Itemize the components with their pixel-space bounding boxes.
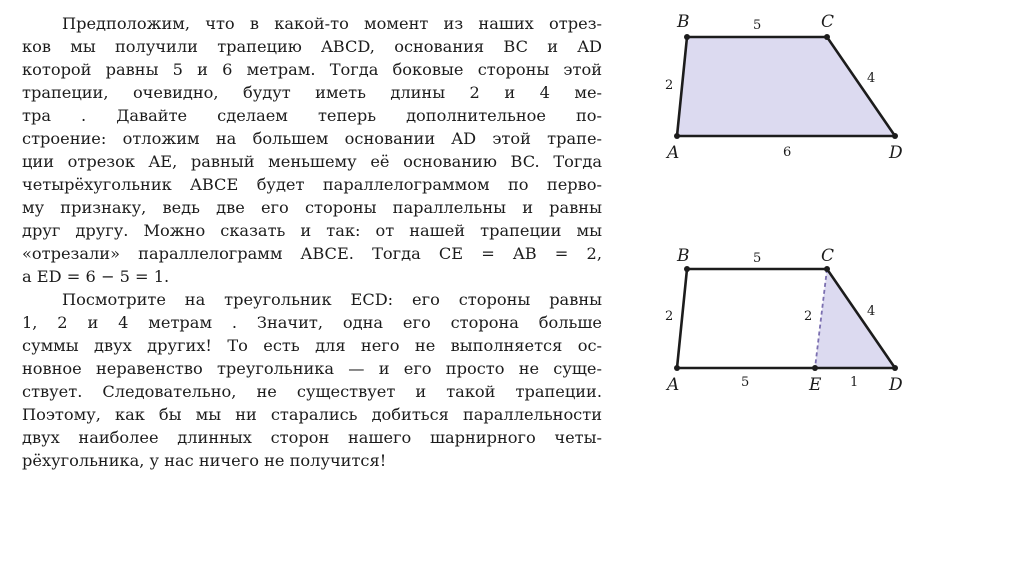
text-line: четырёхугольник ABCE будет параллелограммом по перво- — [22, 175, 602, 194]
vertex-label-c: C — [821, 12, 835, 32]
vertex-label-d: D — [889, 375, 903, 395]
text-line: тра . Давайте сделаем теперь дополнительное по- — [22, 106, 602, 125]
vertex-point — [674, 365, 680, 371]
side-label-ae: 5 — [741, 375, 750, 390]
triangle-ecd-fill — [815, 269, 895, 368]
vertex-point — [812, 365, 818, 371]
text-line: ков мы получили трапецию ABCD, основания BC и AD — [22, 37, 602, 56]
vertex-point — [892, 365, 898, 371]
text-line: которой равны 5 и 6 метрам. Тогда боковые стороны этой — [22, 60, 602, 79]
vertex-label-a: A — [667, 375, 680, 395]
trapezoid-cut-figure — [655, 240, 925, 400]
vertex-label-e: E — [809, 375, 822, 395]
text-line: 1, 2 и 4 метрам . Значит, одна его сторона больше — [22, 313, 602, 332]
vertex-point — [684, 266, 690, 272]
side-label-right: 4 — [867, 71, 876, 86]
vertex-point — [684, 34, 690, 40]
problem-text — [22, 12, 602, 472]
vertex-label-d: D — [889, 143, 903, 163]
vertex-point — [674, 133, 680, 139]
text-line: друг другу. Можно сказать и так: от нашей трапеции мы — [22, 221, 602, 240]
trapezoid-figure — [655, 8, 925, 168]
text-line: ции отрезок AE, равный меньшему её основанию BC. Тогда — [22, 152, 602, 171]
paragraph-1 — [22, 12, 602, 288]
text-line: му признаку, ведь две его стороны параллельны и равны — [22, 198, 602, 217]
trapezoid-fill — [677, 37, 895, 136]
vertex-point — [824, 266, 830, 272]
vertex-label-b: B — [677, 12, 690, 32]
text-line: Посмотрите на треугольник ECD: его стороны равны — [62, 290, 602, 309]
text-line: строение: отложим на большем основании AD этой трапе- — [22, 129, 602, 148]
side-label-left: 2 — [665, 309, 674, 324]
side-label-ed: 1 — [850, 375, 859, 390]
text-line: «отрезали» параллелограмм ABCE. Тогда CE = AB = 2, — [22, 244, 602, 263]
text-line: Предположим, что в какой-то момент из наших отрез- — [62, 14, 602, 33]
vertex-point — [824, 34, 830, 40]
text-line: двух наиболее длинных сторон нашего шарнирного четы- — [22, 428, 602, 447]
vertex-label-b: B — [677, 246, 690, 266]
side-label-top: 5 — [753, 251, 762, 266]
text-line: суммы двух других! То есть для него не выполняется ос- — [22, 336, 602, 355]
side-label-top: 5 — [753, 18, 762, 33]
vertex-label-a: A — [667, 143, 680, 163]
text-line: новное неравенство треугольника — и его просто не суще- — [22, 359, 602, 378]
vertex-label-c: C — [821, 246, 835, 266]
text-line: рёхугольника, у нас ничего не получится! — [22, 451, 387, 470]
vertex-point — [892, 133, 898, 139]
text-line: а ED = 6 − 5 = 1. — [22, 267, 170, 286]
text-line: Поэтому, как бы мы ни старались добиться параллельности — [22, 405, 602, 424]
side-label-ce: 2 — [804, 309, 813, 324]
side-label-bottom: 6 — [783, 145, 792, 160]
text-line: трапеции, очевидно, будут иметь длины 2 и 4 ме- — [22, 83, 602, 102]
side-label-left: 2 — [665, 78, 674, 93]
text-line: ствует. Следовательно, не существует и такой трапеции. — [22, 382, 602, 401]
side-label-right: 4 — [867, 304, 876, 319]
paragraph-2 — [22, 288, 602, 472]
